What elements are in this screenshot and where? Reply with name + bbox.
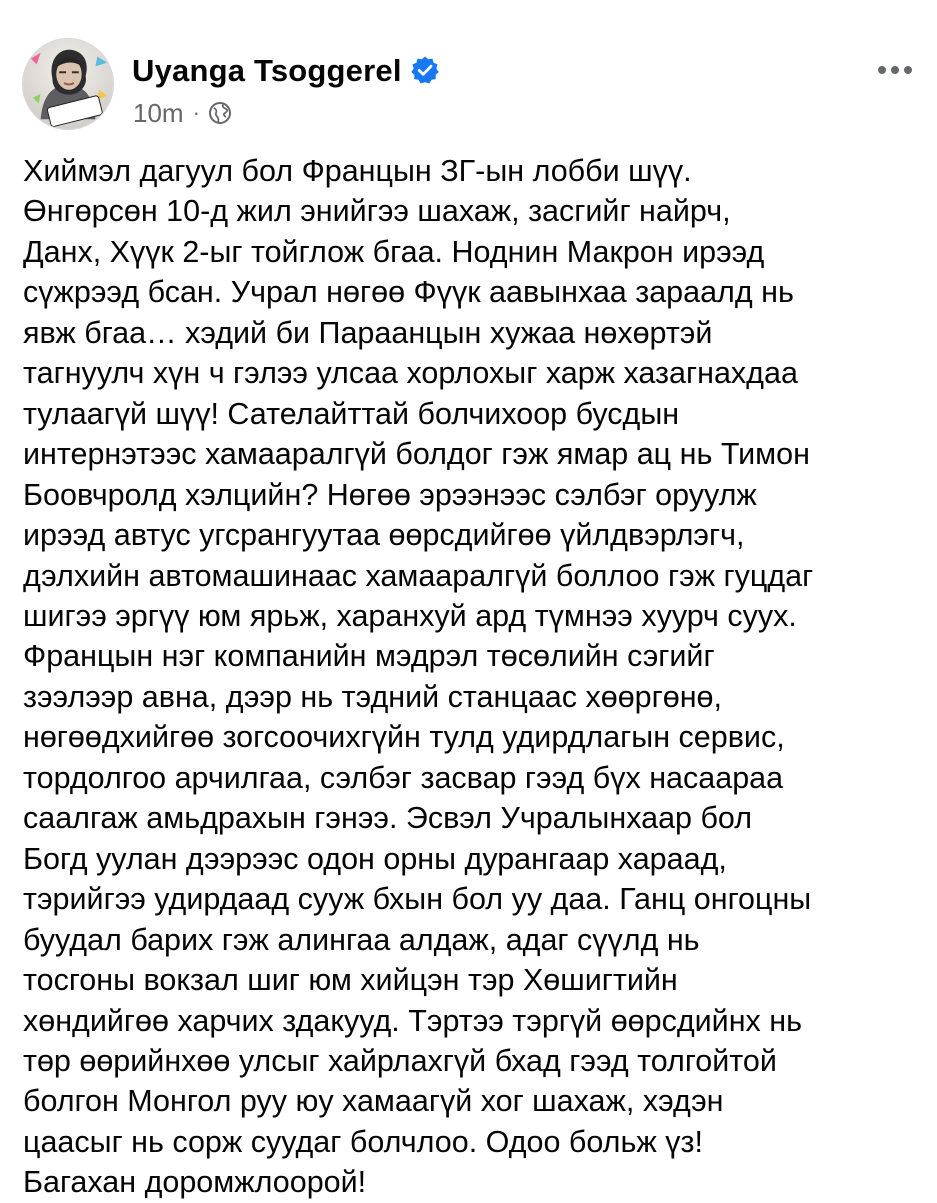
author-name[interactable]: Uyanga Tsoggerel xyxy=(132,52,402,88)
more-options-button[interactable] xyxy=(875,58,915,82)
avatar-image xyxy=(23,39,113,129)
meta-separator: · xyxy=(192,100,200,125)
author-row xyxy=(132,50,440,90)
verified-badge-icon xyxy=(410,55,440,85)
globe-icon[interactable] xyxy=(208,101,232,125)
post-timestamp[interactable]: 10m xyxy=(133,98,184,128)
author-avatar[interactable] xyxy=(22,38,114,130)
post-meta xyxy=(133,98,232,128)
post-body-text: Хиймэл дагуул бол Францын ЗГ-ын лобби шүү. Өнгөрсөн 10-д жил энийгээ шахаж, засгийг найрч, Данх, Хүүк 2-ыг тойглож бгаа. Ноднин Макрон ирээд сүжрээд бсан. Учрал нөгөө Фүүк аавынхаа зараалд нь явж бгаа… хэдий би Параанцын хужаа нөхөртэй тагнуулч хүн ч гэлээ улсаа хорлохыг харж хазагнахдаа тулаагүй шүү! Сателайттай болчихоор бусдын интернэтээс хамааралгүй болдог гэж ямар ац нь Тимон Боовчролд хэлцийн? Нөгөө эрээнээс сэлбэг оруулж ирээд автус угсрангуутаа өөрсдийгөө үйлдвэрлэгч, дэлхийн автомашинаас хамааралгүй боллоо гэж гуцдаг шигээ эргүү юм ярьж, харанхуй ард түмнээ хуурч суух. Францын нэг компанийн мэдрэл төсөлийн сэгийг зээлээр авна, дээр нь тэдний станцаас хөөргөнө, нөгөөдхийгөө зогсоочихгүйн тулд удирдлагын сервис, тордолгоо арчилгаа, сэлбэг засвар гээд бүх насаараа саалгаж амьдрахын гэнээ. Эсвэл Учралынхаар бол Богд уулан дээрээс одон орны дурангаар хараад, тэрийгээ удирдаад сууж бхын бол уу даа. Ганц онгоцны буудал барих гэж алингаа алдаж, адаг сүүлд нь тосгоны вокзал шиг юм хийцэн тэр Хөшигтийн хөндийгөө харчих здакууд. Тэртээ тэргүй өөрсдийнх нь төр өөрийнхөө улсыг хайрлахгүй бхад гээд толгойтой болгон Монгол руу юу хамаагүй хог шахаж, хэдэн цаасыг нь сорж суудаг болчлоо. Одоо больж үз! Багахан доромжлоорой! xyxy=(23,154,814,1200)
post-header xyxy=(0,0,937,145)
more-horizontal-icon xyxy=(877,65,913,75)
